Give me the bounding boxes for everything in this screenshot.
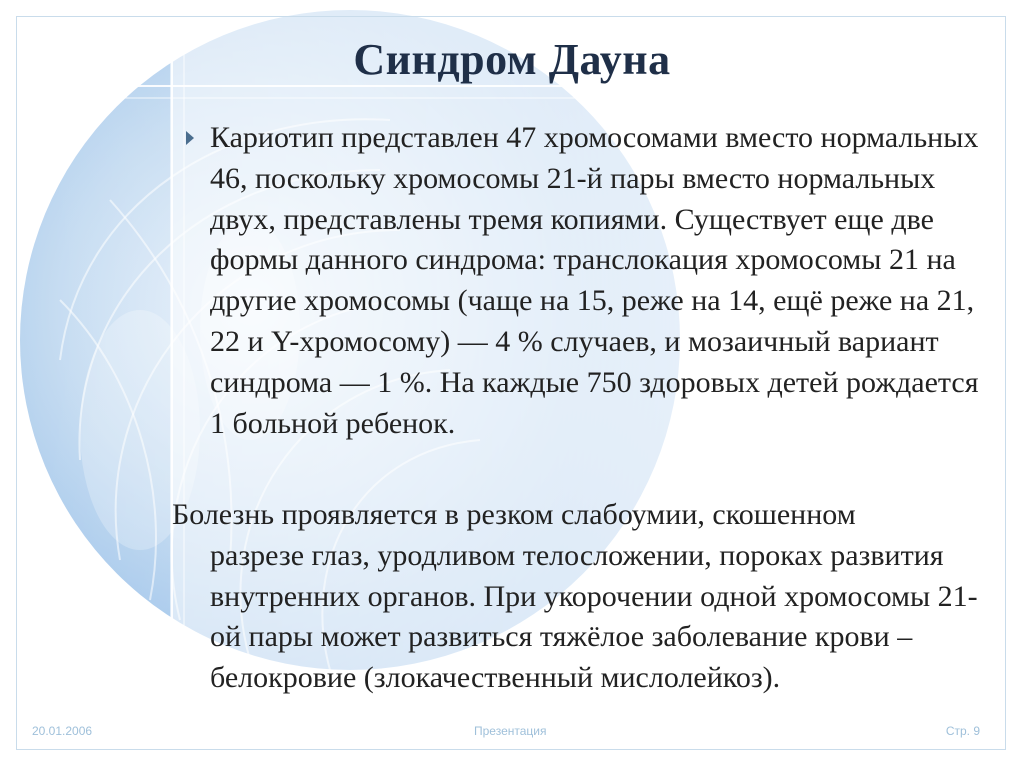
triangle-right-icon: [186, 131, 194, 145]
footer-date: 20.01.2006: [32, 724, 93, 738]
paragraph-symptoms-first-line: Болезнь проявляется в резком слабоумии, скошенном: [172, 498, 856, 531]
footer-page-number: Стр. 9: [945, 724, 980, 738]
paragraph-symptoms: [172, 495, 1002, 699]
paragraph-symptoms-rest: разрезе глаз, уродливом телосложении, пороках развития внутренних органов. При укорочении одной хромосомы 21-ой пары может развиться тяжёлое заболевание крови – белокровие (злокачественный мислолейкоз).: [210, 538, 978, 695]
paragraph-karyotype: Кариотип представлен 47 хромосомами вместо нормальных 46, поскольку хромосомы 21-й пары вместо нормальных двух, представлены тремя копиями. Существует еще две формы данного синдрома: транслокация хромосомы 21 на другие хромосомы (чаще на 15, реже на 14, ещё реже на 21, 22 и Y-хромосому) — 4 % случаев, и мозаичный вариант синдрома — 1 %. На каждые 750 здоровых детей рождается 1 больной ребенок.: [210, 121, 979, 440]
footer-presentation-label: Презентация: [474, 724, 547, 738]
slide-title: Синдром Дауна: [353, 35, 671, 84]
